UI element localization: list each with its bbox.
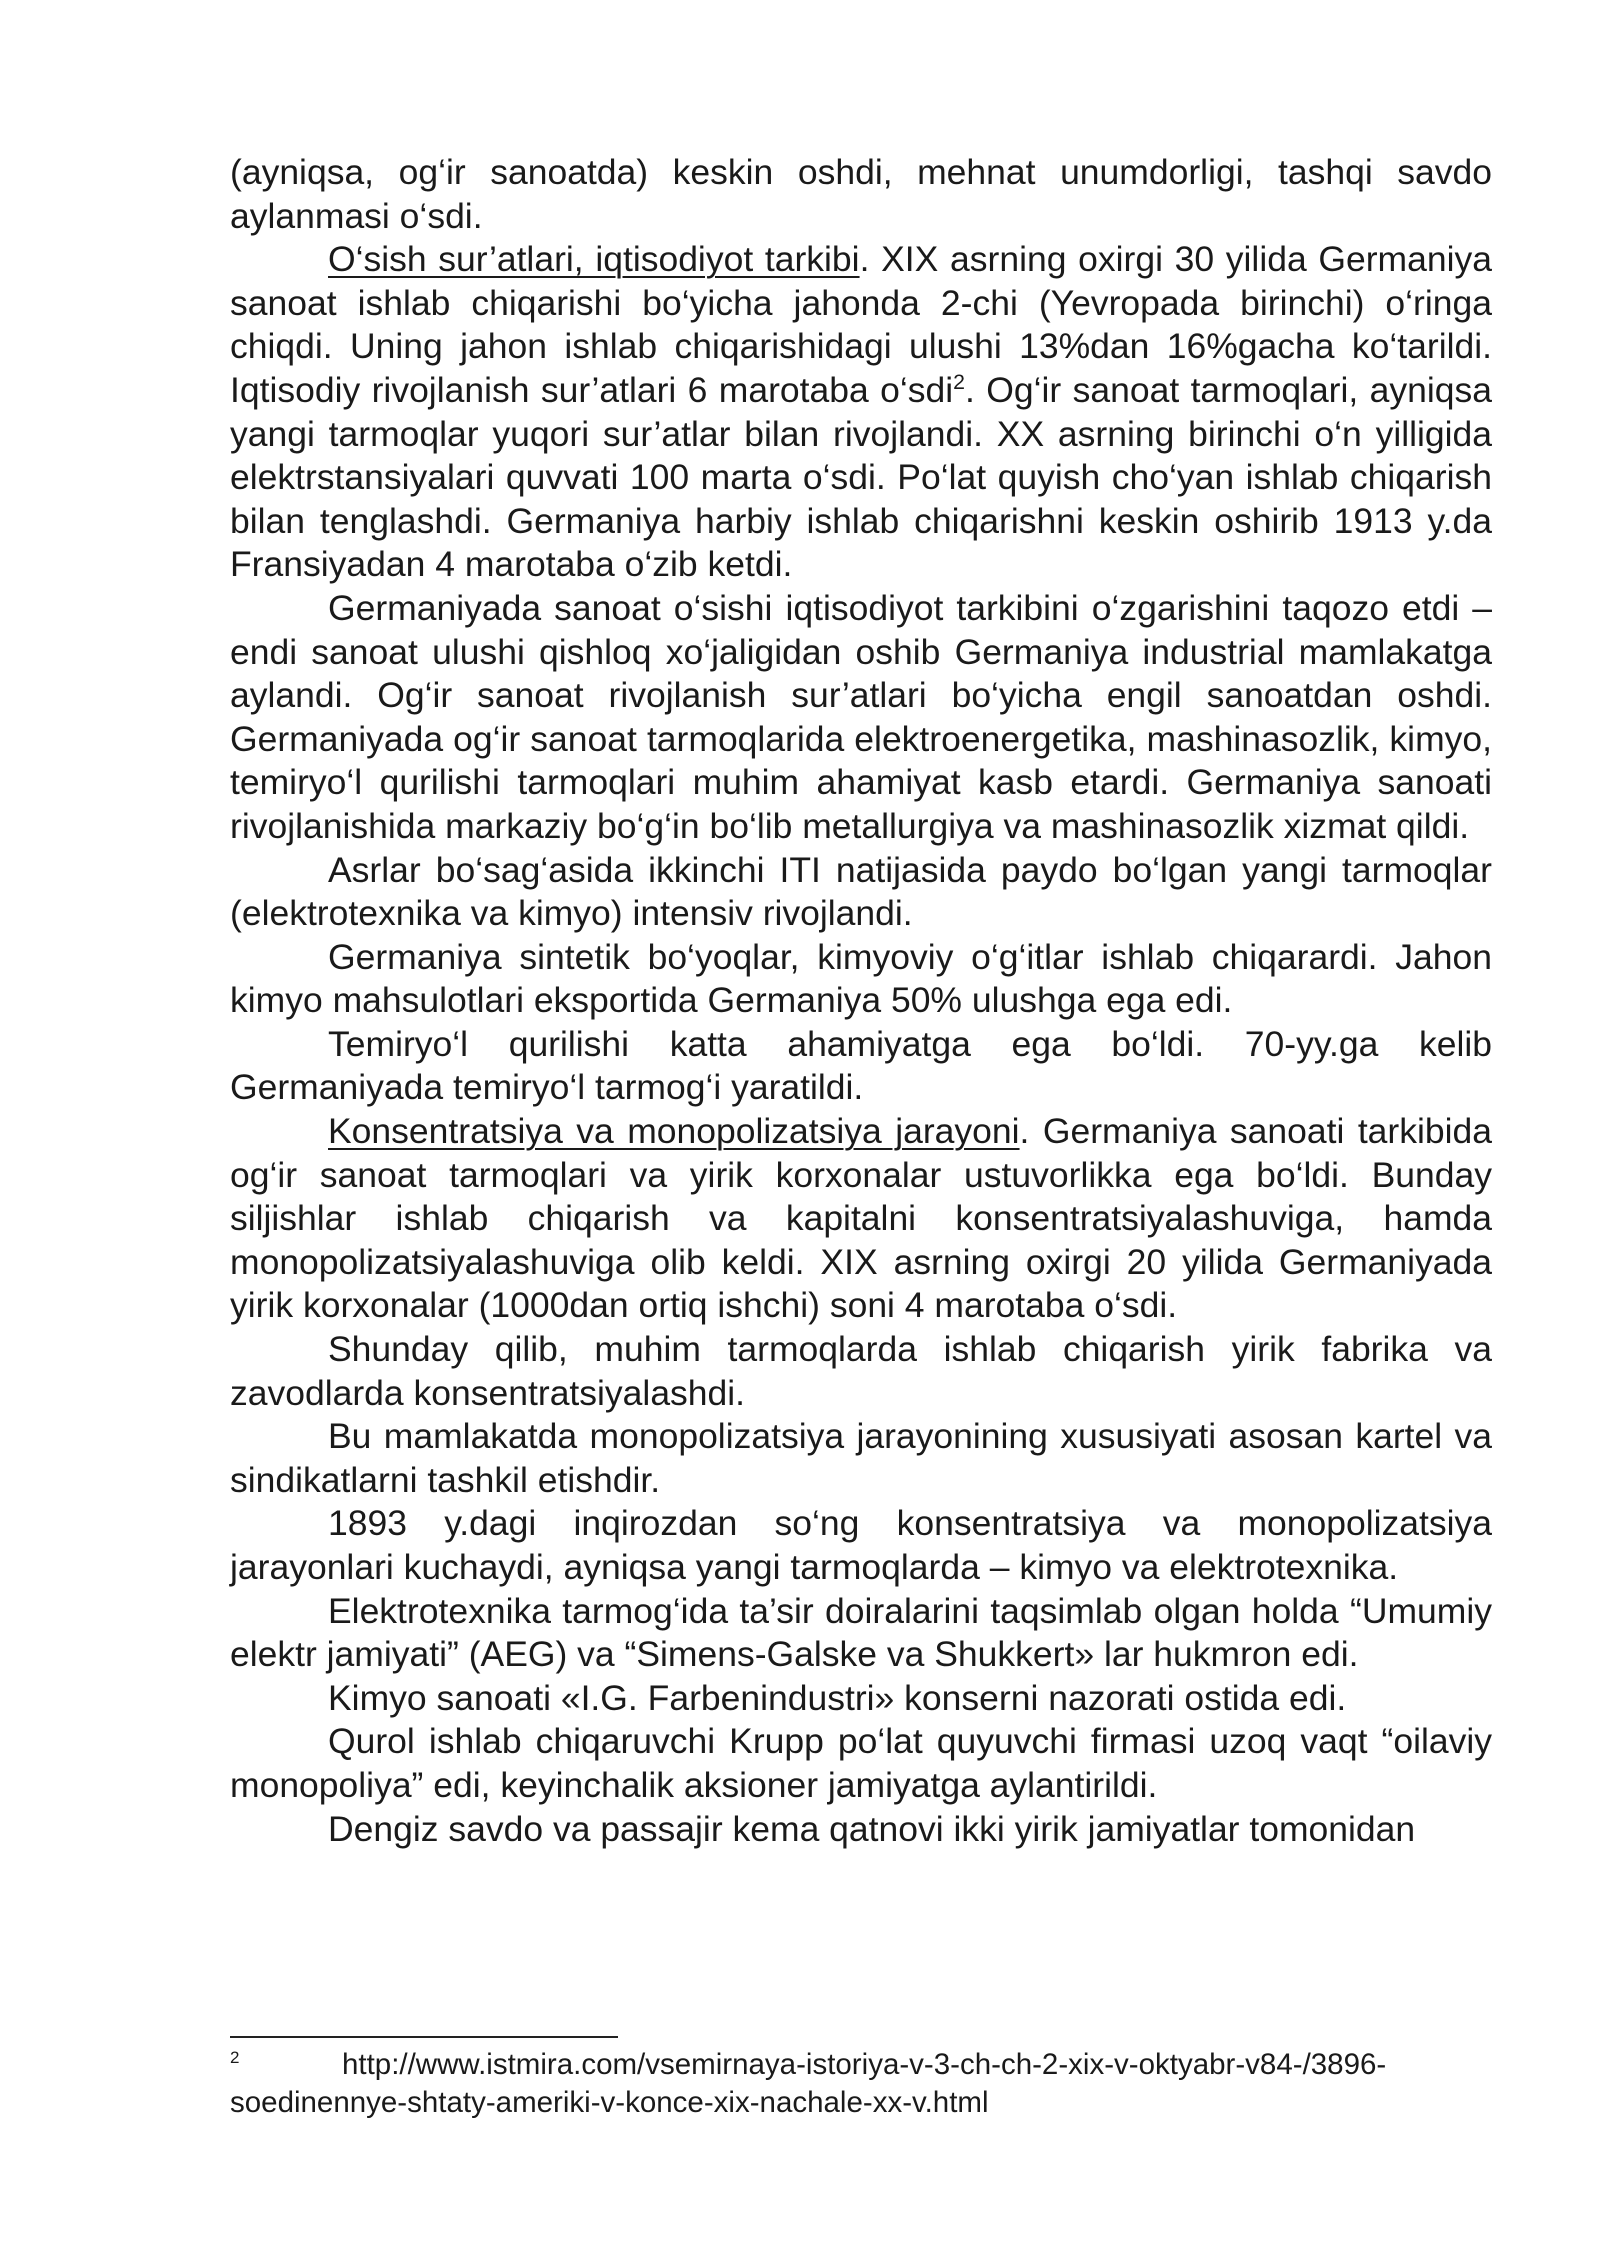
footnote-separator	[230, 2036, 618, 2038]
paragraph-text: Germaniya sintetik bo‘yoqlar, kimyoviy o‘g‘itlar ishlab chiqarardi. Jahon kimyo mahsulotlari eksportida Germaniya 50% ulushga ega edi.	[230, 936, 1492, 1021]
paragraph	[230, 1590, 1492, 1677]
paragraph-text: 1893 y.dagi inqirozdan so‘ng konsentratsiya va monopolizatsiya jarayonlari kuchaydi, ayniqsa yangi tarmoqlarda – kimyo va elektrotexnika.	[230, 1503, 1492, 1587]
paragraph	[230, 849, 1492, 936]
paragraph	[230, 151, 1492, 238]
paragraph	[230, 587, 1492, 849]
paragraph	[230, 1720, 1492, 1807]
paragraph	[230, 936, 1492, 1023]
section-heading-growth-rates: O‘sish sur’atlari, iqtisodiyot tarkibi	[328, 239, 860, 280]
paragraph-text: Asrlar bo‘sag‘asida ikkinchi ITI natijasida paydo bo‘lgan yangi tarmoqlar (elektrotexnika va kimyo) intensiv rivojlandi.	[230, 849, 1492, 934]
paragraph-text: Temiryo‘l qurilishi katta ahamiyatga ega bo‘ldi. 70-yy.ga kelib Germaniyada temiryo‘l tarmog‘i yaratildi.	[230, 1023, 1492, 1108]
footnote-reference[interactable]: 2	[953, 370, 966, 395]
paragraph-concentration	[230, 1110, 1492, 1328]
paragraph-text: Kimyo sanoati «I.G. Farbenindustri» konserni nazorati ostida edi.	[328, 1677, 1347, 1718]
paragraph	[230, 1677, 1492, 1721]
paragraph	[230, 1502, 1492, 1589]
paragraph-text: Bu mamlakatda monopolizatsiya jarayonining xususiyati asosan kartel va sindikatlarni tashkil etishdir.	[230, 1416, 1492, 1500]
paragraph-text: . Germaniya sanoati tarkibida og‘ir sanoat tarmoqlari va yirik korxonalar ustuvorlikka ega bo‘ldi. Bunday siljishlar ishlab chiqarish va kapitalni konsentratsiyalashuviga, hamda monopolizatsiyalashuviga olib keldi. XIX asrning oxirgi 20 yilida Germaniyada yirik korxonalar (1000dan ortiq ishchi) soni 4 marotaba o‘sdi.	[230, 1111, 1492, 1326]
paragraph-text: (ayniqsa, og‘ir sanoatda) keskin oshdi, mehnat unumdorligi, tashqi savdo aylanmasi o‘sdi.	[230, 152, 1492, 236]
paragraph-text: Dengiz savdo va passajir kema qatnovi ikki yirik jamiyatlar tomonidan	[328, 1808, 1416, 1849]
paragraph-text: Shunday qilib, muhim tarmoqlarda ishlab chiqarish yirik fabrika va zavodlarda konsentratsiyalashdi.	[230, 1329, 1492, 1413]
section-heading-concentration: Konsentratsiya va monopolizatsiya jarayoni	[328, 1111, 1020, 1152]
body-text	[230, 151, 1492, 1851]
paragraph-text: Germaniyada sanoat o‘sishi iqtisodiyot tarkibini o‘zgarishini taqozo etdi – endi sanoat ulushi qishloq xo‘jaligidan oshib Germaniya industrial mamlakatga aylandi. Og‘ir sanoat rivojlanish sur’atlari bo‘yicha engil sanoatdan oshdi. Germaniyada og‘ir sanoat tarmoqlarida elektroenergetika, mashinasozlik, kimyo, temiryo‘l qurilishi tarmoqlari muhim ahamiyat kasb etardi. Germaniya sanoati rivojlanishida markaziy bo‘g‘in bo‘lib metallurgiya va mashinasozlik xizmat qildi.	[230, 587, 1492, 846]
paragraph	[230, 1023, 1492, 1110]
paragraph-text: Qurol ishlab chiqaruvchi Krupp po‘lat quyuvchi firmasi uzoq vaqt “oilaviy monopoliya” edi, keyinchalik aksioner jamiyatga aylantirildi.	[230, 1721, 1492, 1805]
paragraph-text: . Og‘ir sanoat tarmoqlari, ayniqsa yangi tarmoqlar yuqori sur’atlar bilan rivojlandi. XX asrning birinchi o‘n yilligida elektrstansiyalari quvvati 100 marta o‘sdi. Po‘lat quyish cho‘yan ishlab chiqarish bilan tenglashdi. Germaniya harbiy ishlab chiqarishni keskin oshirib 1913 y.da Fransiyadan 4 marotaba o‘zib ketdi.	[230, 369, 1492, 585]
footnote-link[interactable]: http://www.istmira.com/vsemirnaya-istoriya-v-3-ch-ch-2-xix-v-oktyabr-v84-/3896-soedinennye-shtaty-ameriki-v-konce-xix-nachale-xx-v.html	[230, 2048, 1387, 2119]
footnote: 2 http://www.istmira.com/vsemirnaya-istoriya-v-3-ch-ch-2-xix-v-oktyabr-v84-/3896-soedinennye-shtaty-ameriki-v-konce-xix-nachale-xx-v.html	[230, 2048, 1387, 2119]
paragraph-text: . XIX asrning oxirgi 30 yilida Germaniya sanoat ishlab chiqarishi bo‘yicha jahonda 2-chi (Yevropada birinchi) o‘ringa chiqdi. Uning jahon ishlab chiqarishidagi ulushi 13%dan 16%gacha ko‘tarildi. Iqtisodiy rivojlanish sur’atlari 6 marotaba o‘sdi	[230, 239, 1492, 410]
paragraph-text: Elektrotexnika tarmog‘ida ta’sir doiralarini taqsimlab olgan holda “Umumiy elektr jamiyati” (AEG) va “Simens-Galske va Shukkert» lar hukmron edi.	[230, 1590, 1492, 1675]
paragraph-growth-rates	[230, 238, 1492, 587]
paragraph	[230, 1415, 1492, 1502]
paragraph	[230, 1328, 1492, 1415]
paragraph	[230, 1808, 1492, 1852]
